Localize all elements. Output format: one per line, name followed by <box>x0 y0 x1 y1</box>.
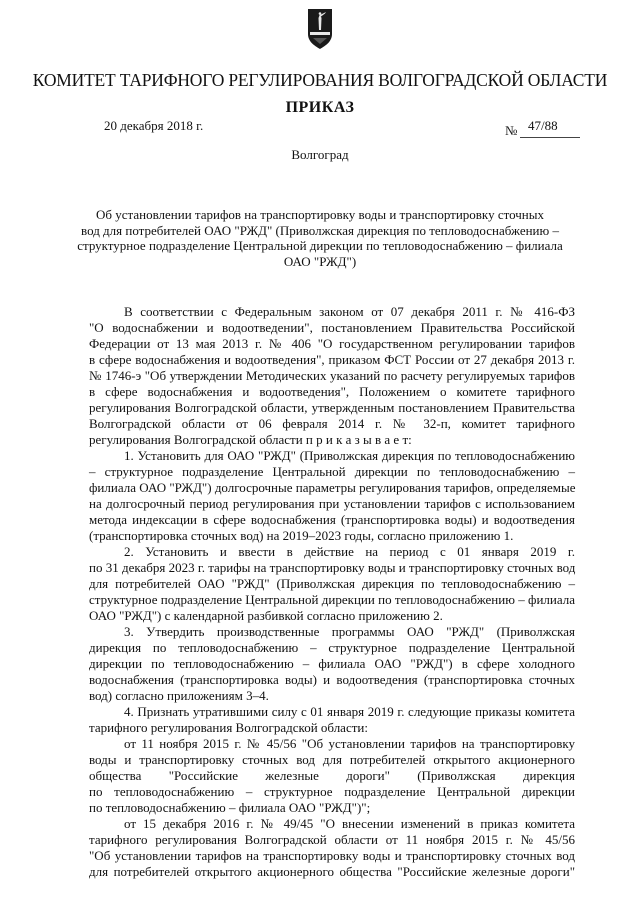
body-line: от 11 ноября 2015 г. № 45/56 "Об установлении тарифов на транспортировку <box>124 736 575 751</box>
body-line: в сфере водоснабжения и водоотведения", Положением о комитете тарифного <box>89 384 575 399</box>
body-line: № 1746-э "Об утверждении Методических указаний по расчету регулируемых тарифов <box>89 368 575 383</box>
subject-line: структурное подразделение Центральной дирекции по тепловодоснабжению – филиала <box>77 238 563 253</box>
body-line: регулирования Волгоградской области п р и к а з ы в а е т: <box>89 432 412 447</box>
body-line: "О водоснабжении и водоотведении", постановлением Правительства Российской <box>89 320 575 335</box>
body-line: по тепловодоснабжению – филиала ОАО "РЖД")"; <box>89 800 371 815</box>
document-subject <box>60 207 580 269</box>
body-line: Федерации от 13 мая 2013 г. № 406 "О государственном регулировании тарифов <box>89 336 575 351</box>
document-number: 47/88 <box>528 118 558 133</box>
body-line: в сфере водоснабжения и водоотведения", приказом ФСТ России от 27 декабря 2013 г. <box>89 352 575 367</box>
body-line: 2. Установить и ввести в действие на период с 01 января 2019 г. <box>124 544 575 559</box>
body-line: на долгосрочный период регулирования при установлении тарифов с использованием <box>89 496 575 511</box>
body-line: метода индексации в сфере водоснабжения (транспортировка воды) и водоотведения <box>89 512 575 527</box>
body-line: дирекция по тепловодоснабжению – структурное подразделение Центральной <box>89 640 575 655</box>
body-line: для потребителей ОАО "РЖД" (Приволжская дирекция по тепловодоснабжению – <box>89 576 575 591</box>
body-line: воды и транспортировку сточных вод для потребителей открытого акционерного <box>89 752 575 767</box>
body-line: – структурное подразделение Центральной дирекции по тепловодоснабжению – <box>89 464 575 479</box>
body-line: по тепловодоснабжению – структурное подразделение Центральной дирекции <box>89 784 575 799</box>
body-line: общества "Российские железные дороги" (Приволжская дирекция <box>89 768 575 783</box>
body-line: водоснабжения (транспортировка воды) и водоотведения (транспортировка сточных <box>89 672 575 687</box>
document-body <box>89 304 575 880</box>
body-line: 4. Признать утратившими силу с 01 января 2019 г. следующие приказы комитета <box>124 704 575 719</box>
number-label: № <box>505 123 518 138</box>
subject-line: вод для потребителей ОАО "РЖД" (Приволжская дирекция по тепловодоснабжению – <box>81 222 559 238</box>
body-line: ОАО "РЖД") с календарной разбивкой согласно приложению 2. <box>89 608 443 623</box>
document-type: ПРИКАЗ <box>285 99 355 116</box>
committee-title: КОМИТЕТ ТАРИФНОГО РЕГУЛИРОВАНИЯ ВОЛГОГРАДСКОЙ ОБЛАСТИ <box>32 70 608 90</box>
body-line: вод) согласно приложениям 3–4. <box>89 688 269 703</box>
body-line: тарифного регулирования Волгоградской области: <box>89 720 368 735</box>
body-line: В соответствии с Федеральным законом от 07 декабря 2011 г. № 416-ФЗ <box>124 304 575 319</box>
body-line: филиала ОАО "РЖД") долгосрочные параметры регулирования тарифов, определяемые <box>89 480 576 495</box>
body-line: Волгоградской области от 06 февраля 2014 г. № 32-п, комитет тарифного <box>89 416 575 431</box>
body-line: по 31 декабря 2023 г. тарифы на транспортировку воды и транспортировку сточных вод <box>89 560 576 575</box>
coat-of-arms-icon <box>307 8 333 50</box>
body-line: 3. Утвердить производственные программы ОАО "РЖД" (Приволжская <box>124 624 575 639</box>
body-line: регулирования Волгоградской области, утвержденным постановлением Правительства <box>89 400 575 415</box>
body-line: "Об установлении тарифов на транспортировку воды и транспортировку сточных вод <box>89 848 575 863</box>
subject-line: ОАО "РЖД") <box>283 253 357 269</box>
body-line: (транспортировка сточных вод) на 2019–2023 годы, согласно приложению 1. <box>89 528 514 543</box>
document-date: 20 декабря 2018 г. <box>104 118 204 133</box>
body-line: тарифного регулирования Волгоградской области от 11 ноября 2015 г. № 45/56 <box>89 832 575 847</box>
body-line: от 15 декабря 2016 г. № 49/45 "О внесении изменений в приказ комитета <box>124 816 575 831</box>
city: Волгоград <box>291 147 349 162</box>
subject-line: Об установлении тарифов на транспортировку воды и транспортировку сточных <box>95 207 544 222</box>
body-line: структурное подразделение Центральной дирекции по тепловодоснабжению – филиала <box>89 592 575 607</box>
body-line: дирекции по тепловодоснабжению – филиала ОАО "РЖД") в сфере холодного <box>89 656 575 671</box>
body-line: 1. Установить для ОАО "РЖД" (Приволжская дирекция по тепловодоснабжению <box>124 448 575 463</box>
body-line: для потребителей открытого акционерного общества "Российские железные дороги" <box>89 864 575 879</box>
number-underline <box>520 137 580 138</box>
